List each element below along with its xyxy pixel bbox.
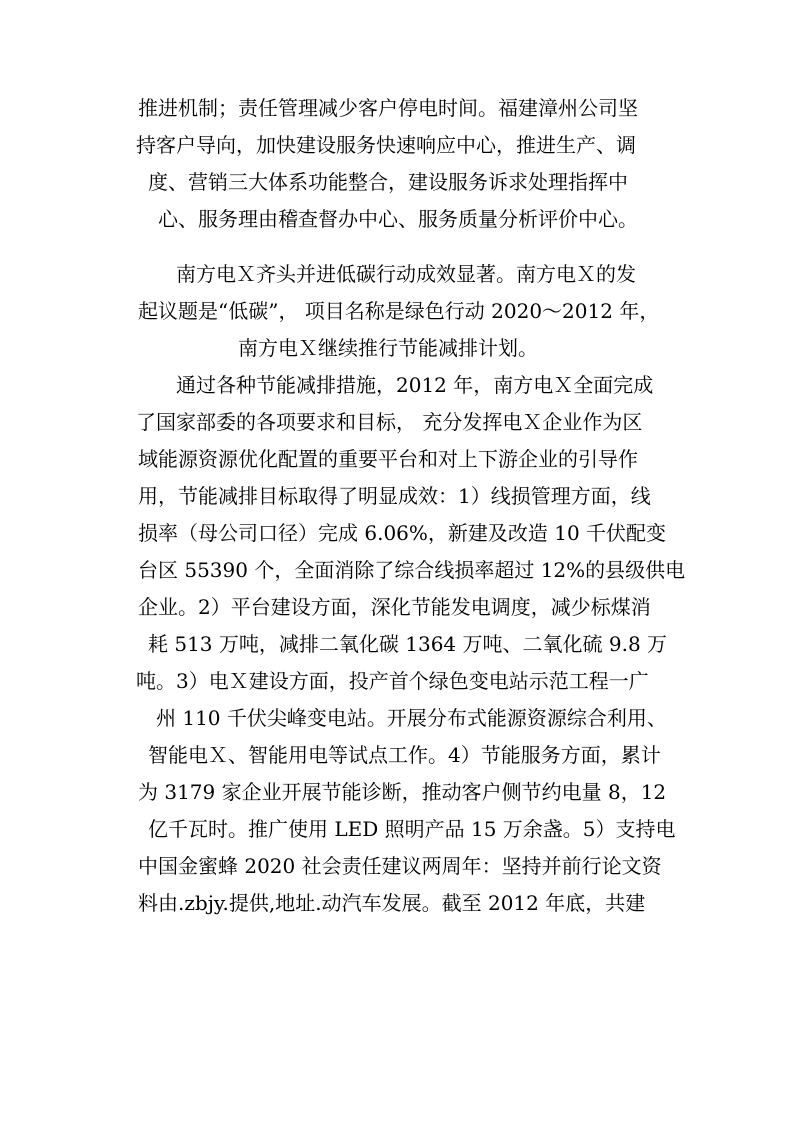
- text-line: 吨。3）电Ｘ建设方面，投产首个绿色变电站示范工程一广: [136, 669, 649, 693]
- text-line: 用，节能减排目标取得了明显成效：1）线损管理方面，线: [138, 484, 651, 508]
- text-line: 智能电Ｘ、智能用电等试点工作。4）节能服务方面，累计: [148, 743, 661, 767]
- text-line: 企业。2）平台建设方面，深化节能发电调度，减少标煤消: [138, 595, 651, 619]
- text-line: 起议题是“低碳”， 项目名称是绿色行动 2020～2012 年，: [138, 299, 660, 323]
- text-line: 料由.zbjy.提供,地址.动汽车发展。截至 2012 年底，共建: [138, 891, 646, 915]
- text-line: 州 110 千伏尖峰变电站。开展分布式能源资源综合利用、: [156, 706, 667, 730]
- text-line: 为 3179 家企业开展节能诊断，推动客户侧节约电量 8，12: [138, 780, 667, 804]
- text-line: 通过各种节能减排措施，2012 年，南方电Ｘ全面完成: [176, 373, 654, 397]
- text-line: 亿千瓦时。推广使用 LED 照明产品 15 万余盏。5）支持电: [148, 817, 676, 841]
- text-line: 心、服务理由稽查督办中心、服务质量分析评价中心。: [158, 207, 638, 231]
- text-line: 台区 55390 个，全面消除了综合线损率超过 12%的县级供电: [138, 558, 686, 582]
- text-line: 南方电Ｘ齐头并进低碳行动成效显著。南方电Ｘ的发: [176, 262, 636, 286]
- text-line: 南方电Ｘ继续推行节能减排计划。: [238, 336, 538, 360]
- text-line: 持客户导向，加快建设服务快速响应中心，推进生产、调: [136, 133, 636, 157]
- text-line: 度、营销三大体系功能整合，建设服务诉求处理指挥中: [148, 170, 628, 194]
- text-line: 域能源资源优化配置的重要平台和对上下游企业的引导作: [138, 447, 638, 471]
- text-line: 了国家部委的各项要求和目标， 充分发挥电Ｘ企业作为区: [136, 410, 643, 434]
- text-line: 推进机制；责任管理减少客户停电时间。福建漳州公司坚: [138, 96, 638, 120]
- text-line: 耗 513 万吨，减排二氧化碳 1364 万吨、二氧化硫 9.8 万: [148, 632, 668, 656]
- text-line: 中国金蜜蜂 2020 社会责任建议两周年：坚持并前行论文资: [138, 854, 662, 878]
- text-line: 损率（母公司口径）完成 6.06%，新建及改造 10 千伏配变: [138, 521, 667, 545]
